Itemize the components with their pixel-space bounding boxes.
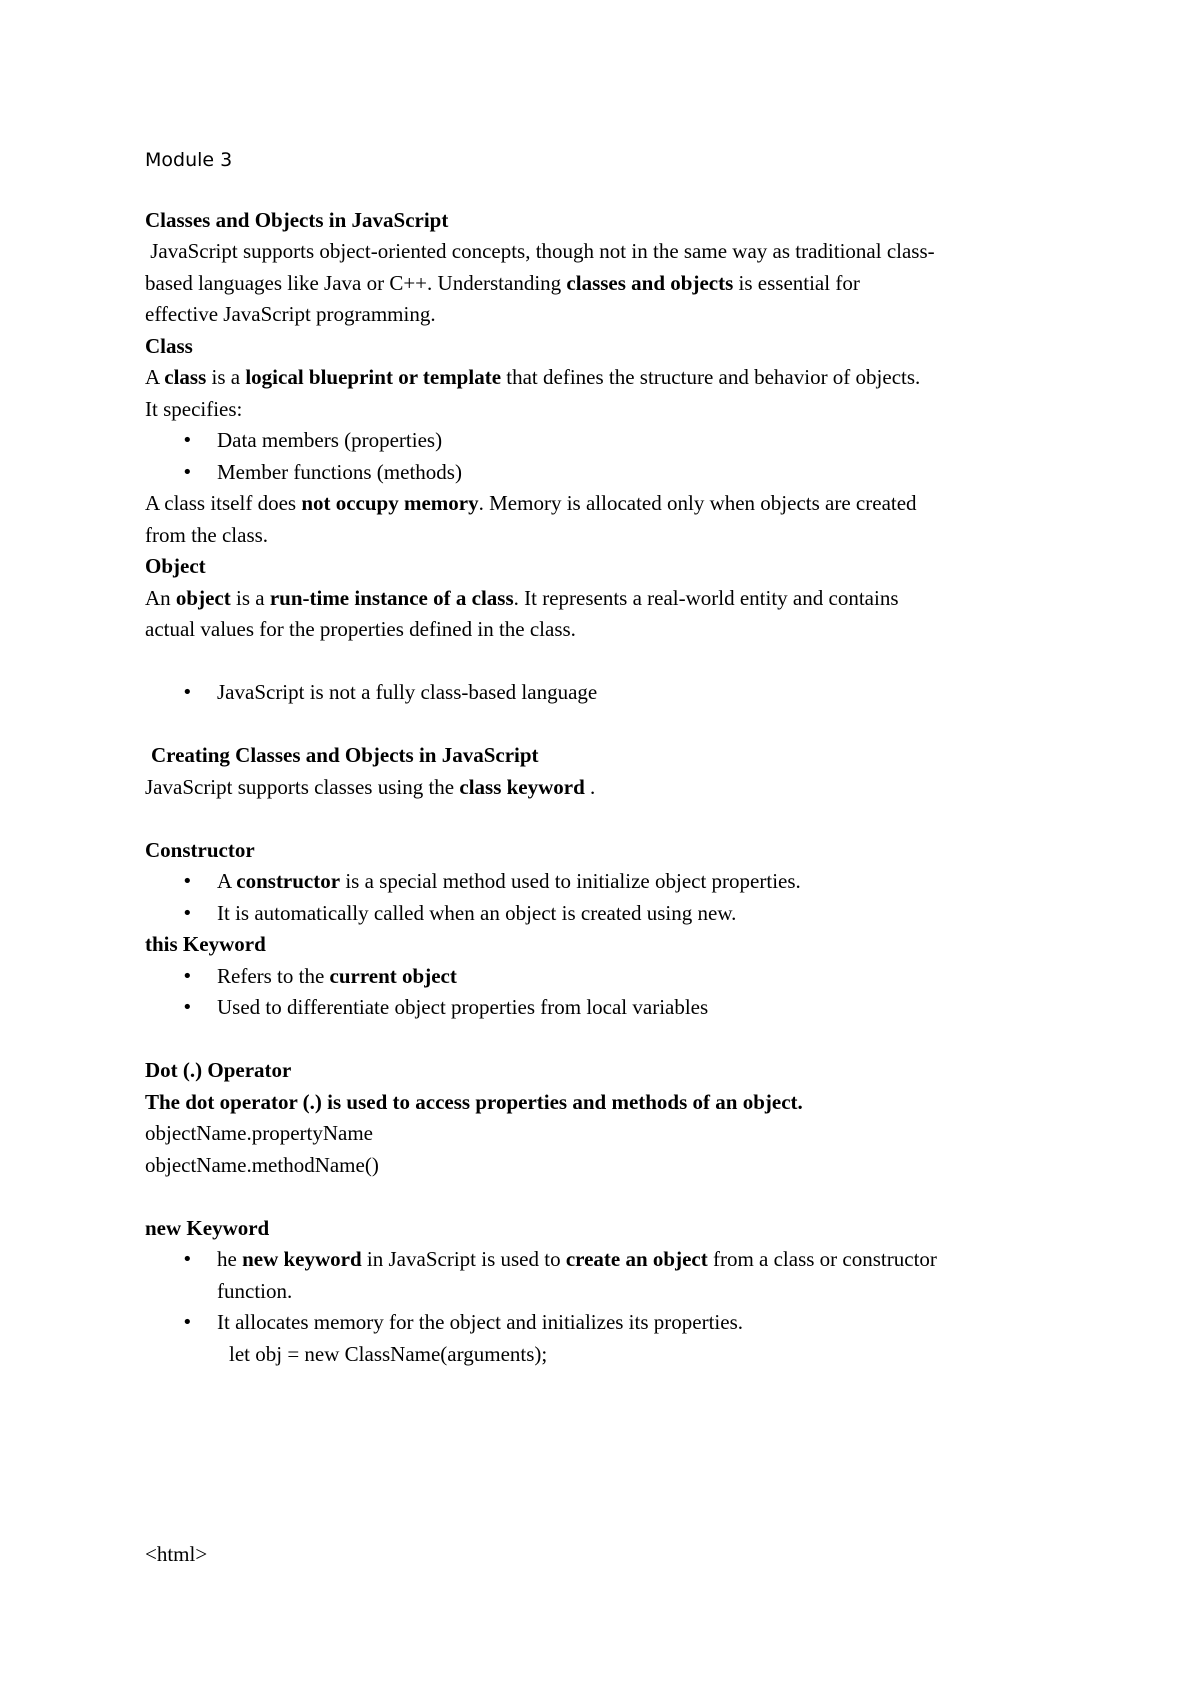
intro-line-2: based languages like Java or C++. Understanding classes and objects is essential for [145,270,860,295]
module-label: Module 3 [145,149,233,171]
dot-heading: Dot (.) Operator [145,1058,292,1082]
class-line-2: It specifies: [145,396,243,421]
creating-heading: Creating Classes and Objects in JavaScript [151,743,539,767]
list-item: • he new keyword in JavaScript is used to create an object from a class or constructor [145,1244,1065,1276]
class-line-4: from the class. [145,522,269,547]
intro-title: Classes and Objects in JavaScript [145,207,449,232]
list-item: • A constructor is a special method used to initialize object properties. [145,866,1065,898]
dot-line-1: The dot operator (.) is used to access properties and methods of an object. [145,1089,803,1114]
class-line-1: A class is a logical blueprint or template that defines the structure and behavior of objects. [145,365,921,389]
list-item: • Data members (properties) [145,425,1065,457]
dot-line-2: objectName.propertyName [145,1121,373,1145]
intro-line-1: JavaScript supports object-oriented concepts, though not in the same way as traditional class- [145,239,935,263]
html-tag-text: <html> [145,1542,208,1566]
dot-line-3: objectName.methodName() [145,1152,379,1177]
list-item: • Used to differentiate object properties from local variables [145,992,1065,1024]
creating-line-1: JavaScript supports classes using the class keyword . [145,774,596,799]
list-item-continuation: function. [217,1278,293,1303]
object-line-2: actual values for the properties defined in the class. [145,617,576,641]
list-item: • It is automatically called when an object is created using new. [145,898,1065,930]
list-item: • Member functions (methods) [145,457,1065,489]
code-line: let obj = new ClassName(arguments); [229,1341,548,1366]
object-heading: Object [145,554,206,578]
intro-line-3: effective JavaScript programming. [145,302,436,326]
constructor-heading: Constructor [145,837,255,862]
this-heading: this Keyword [145,932,266,956]
class-heading: Class [145,333,193,358]
class-line-3: A class itself does not occupy memory. Memory is allocated only when objects are created [145,491,917,515]
object-line-1: An object is a run-time instance of a class. It represents a real-world entity and contains [145,585,899,610]
list-item: • JavaScript is not a fully class-based language [145,677,1065,709]
document-content [145,145,1065,1370]
list-item: • It allocates memory for the object and initializes its properties. [145,1307,1065,1339]
list-item: • Refers to the current object [145,961,1065,993]
new-heading: new Keyword [145,1215,270,1240]
